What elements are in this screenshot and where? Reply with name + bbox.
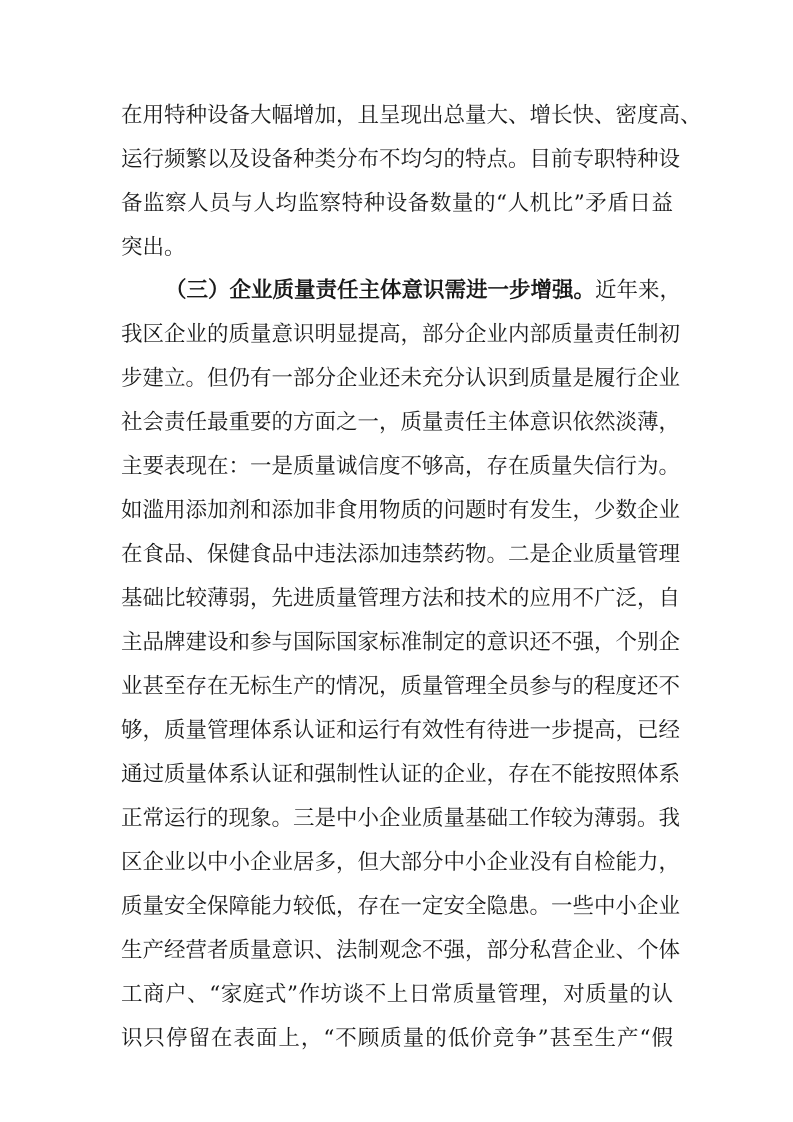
text-line: 我区企业的质量意识明显提高，部分企业内部质量责任制初 — [121, 322, 681, 347]
text-line: 主要表现在：一是质量诚信度不够高，存在质量失信行为。 — [121, 454, 681, 479]
text-line: 工商户、“家庭式”作坊谈不上日常质量管理，对质量的认 — [121, 982, 673, 1007]
text-line: 社会责任最重要的方面之一，质量责任主体意识依然淡薄， — [121, 410, 681, 435]
text-line: 运行频繁以及设备种类分布不均匀的特点。目前专职特种设 — [121, 147, 681, 172]
text-line: 主品牌建设和参与国际国家标准制定的意识还不强，个别企 — [121, 630, 681, 655]
text-line: 够，质量管理体系认证和运行有效性有待进一步提高，已经 — [121, 718, 681, 743]
text-line: 识只停留在表面上，“不顾质量的低价竞争”甚至生产“假 — [121, 1026, 673, 1051]
text-line: 在用特种设备大幅增加，且呈现出总量大、增长快、密度高、 — [121, 103, 702, 128]
text-line: 如滥用添加剂和添加非食用物质的问题时有发生，少数企业 — [121, 498, 681, 523]
text-line: 基础比较薄弱，先进质量管理方法和技术的应用不广泛，自 — [121, 586, 681, 611]
text-line: 质量安全保障能力较低，存在一定安全隐患。一些中小企业 — [121, 894, 681, 919]
text-line: 业甚至存在无标生产的情况，质量管理全员参与的程度还不 — [121, 674, 681, 699]
text-line: 生产经营者质量意识、法制观念不强，部分私营企业、个体 — [121, 938, 681, 963]
section-heading-continuation: 近年来， — [595, 278, 682, 303]
text-line: 备监察人员与人均监察特种设备数量的“人机比”矛盾日益 — [121, 191, 673, 216]
text-line: 步建立。但仍有一部分企业还未充分认识到质量是履行企业 — [121, 366, 681, 391]
text-line: 正常运行的现象。三是中小企业质量基础工作较为薄弱。我 — [121, 806, 681, 831]
section-heading-line — [165, 271, 682, 311]
text-line: 区企业以中小企业居多，但大部分中小企业没有自检能力， — [121, 850, 681, 875]
section-heading: （三）企业质量责任主体意识需进一步增强。 — [165, 278, 596, 303]
text-line: 突出。 — [121, 235, 186, 260]
text-line: 在食品、保健食品中违法添加违禁药物。二是企业质量管理 — [121, 542, 681, 567]
text-line: 通过质量体系认证和强制性认证的企业，存在不能按照体系 — [121, 762, 681, 787]
